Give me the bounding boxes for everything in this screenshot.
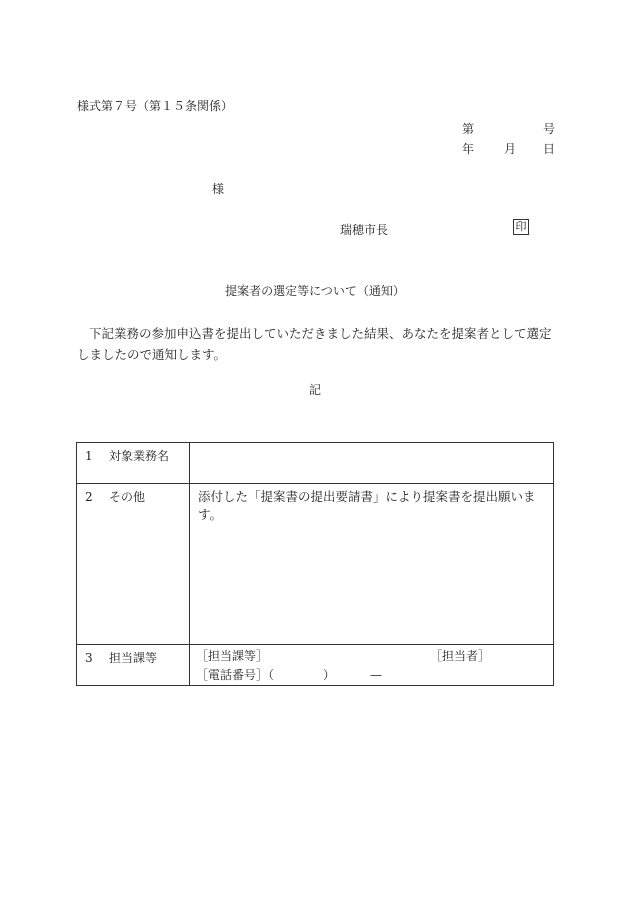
department-label: ［担当課等］ xyxy=(196,649,269,663)
row-label: 担当課等 xyxy=(109,651,158,665)
other-value-cell xyxy=(190,484,554,645)
date-day-label: 日 xyxy=(543,142,556,156)
other-value: 添付した「提案書の提出要請書」により提案書を提出願います。 xyxy=(198,489,536,522)
contact-value-cell xyxy=(190,645,554,686)
person-in-charge-label: ［担当者］ xyxy=(430,649,491,663)
row-number: 2 xyxy=(85,490,93,504)
phone-number-label: ［電話番号］（ xyxy=(196,668,275,682)
date-month-label: 月 xyxy=(504,142,517,156)
body-paragraph: 下記業務の参加申込書を提出していただきました結果、あなたを提案者として選定しましたので通知します。 xyxy=(77,326,552,362)
row-number: 1 xyxy=(85,449,93,463)
table-label-cell xyxy=(77,645,190,686)
row-label: 対象業務名 xyxy=(109,449,170,463)
document-number-prefix: 第 xyxy=(462,122,475,136)
form-number: 様式第７号（第１５条関係） xyxy=(77,99,234,113)
table-label-cell xyxy=(77,484,190,645)
project-name-value-cell xyxy=(190,443,554,484)
row-number: 3 xyxy=(85,651,93,665)
phone-dash: — xyxy=(370,668,382,682)
sender-title: 瑞穂市長 xyxy=(340,223,389,237)
document-number-suffix: 号 xyxy=(543,122,556,136)
seal-stamp-box: 印 xyxy=(513,219,529,235)
table-row-contact xyxy=(77,645,554,686)
date-year-label: 年 xyxy=(462,142,475,156)
row-label: その他 xyxy=(109,490,146,504)
ki-heading: 記 xyxy=(308,383,321,397)
project-name-value xyxy=(190,443,553,447)
document-title: 提案者の選定等について（通知） xyxy=(225,284,405,298)
phone-close-paren: ） xyxy=(323,668,336,682)
table-row-other xyxy=(77,484,554,645)
table-label-cell xyxy=(77,443,190,484)
addressee-suffix: 様 xyxy=(212,182,225,196)
details-table xyxy=(76,442,554,686)
table-row-project-name xyxy=(77,443,554,484)
